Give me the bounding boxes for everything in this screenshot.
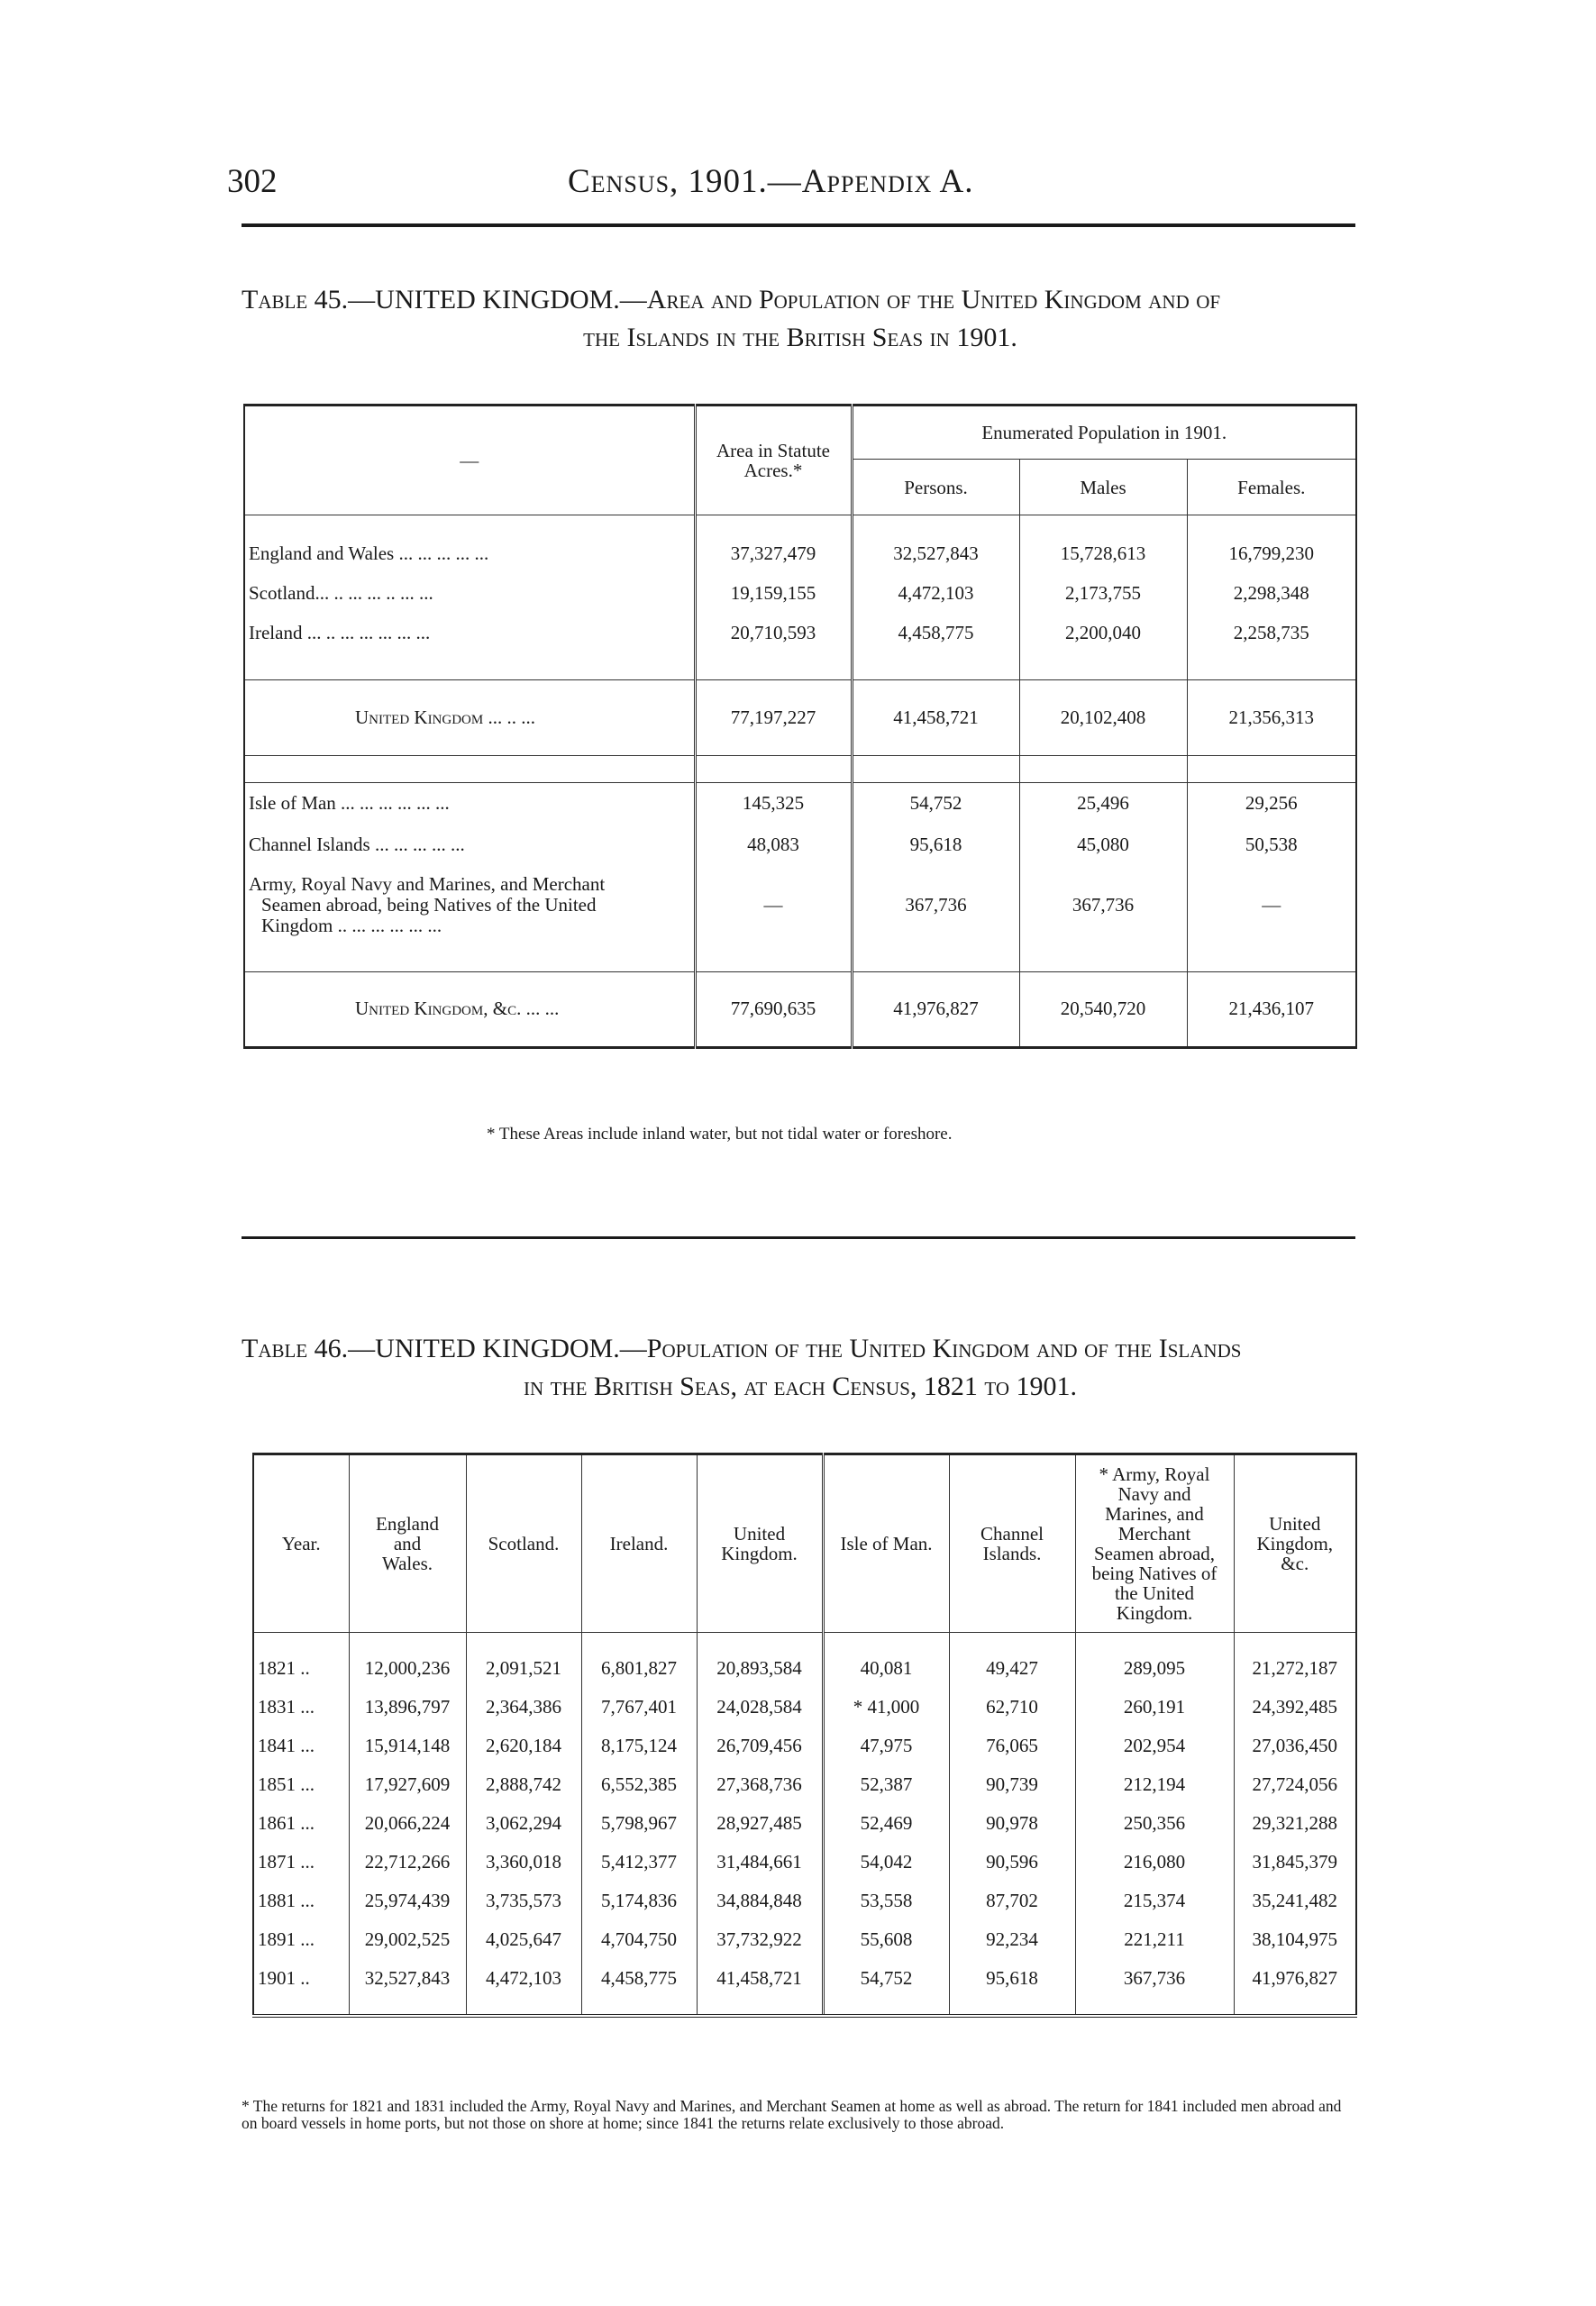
- army-cell: 250,356: [1075, 1804, 1234, 1843]
- army-cell: 260,191: [1075, 1688, 1234, 1727]
- army-label-line2: Seamen abroad, being Natives of the United: [261, 893, 597, 916]
- year-cell: 1891 ...: [258, 1928, 315, 1950]
- header-uk: United Kingdom.: [697, 1454, 823, 1633]
- uk-cell: 20,893,584: [697, 1649, 823, 1688]
- year-cell: 1901 ..: [258, 1967, 310, 1989]
- males-cell: 2,173,755: [1019, 573, 1187, 613]
- england-cell: 20,066,224: [349, 1804, 466, 1843]
- header-uk-etc: United Kingdom, &c.: [1234, 1454, 1356, 1633]
- england-cell: 12,000,236: [349, 1649, 466, 1688]
- persons-cell: 41,458,721: [852, 679, 1019, 755]
- persons-cell: 4,472,103: [852, 573, 1019, 613]
- females-cell: 50,538: [1187, 824, 1356, 865]
- uk-cell: 34,884,848: [697, 1882, 823, 1920]
- army-cell: 202,954: [1075, 1727, 1234, 1765]
- males-cell: 20,102,408: [1019, 679, 1187, 755]
- scotland-cell: 3,062,294: [466, 1804, 581, 1843]
- scotland-cell: 2,091,521: [466, 1649, 581, 1688]
- table46-title: [242, 1330, 1359, 1406]
- channel-cell: 92,234: [949, 1920, 1075, 1959]
- females-cell: 21,436,107: [1187, 971, 1356, 1047]
- females-cell: 2,258,735: [1187, 613, 1356, 652]
- uk-etc-cell: 27,036,450: [1234, 1727, 1356, 1765]
- males-cell: 45,080: [1019, 824, 1187, 865]
- header-year: Year.: [253, 1454, 349, 1633]
- females-cell: 21,356,313: [1187, 679, 1356, 755]
- uk-etc-cell: 31,845,379: [1234, 1843, 1356, 1882]
- uk-cell: 41,458,721: [697, 1959, 823, 1998]
- table46-row: [253, 1727, 1356, 1765]
- header-england: England and Wales.: [349, 1454, 466, 1633]
- area-cell: 77,197,227: [695, 679, 852, 755]
- persons-cell: 367,736: [852, 865, 1019, 944]
- year-cell: 1851 ...: [258, 1773, 315, 1795]
- isle-of-man-cell: 54,752: [823, 1959, 949, 1998]
- england-cell: 17,927,609: [349, 1765, 466, 1804]
- area-cell: —: [695, 865, 852, 944]
- persons-cell: 54,752: [852, 782, 1019, 824]
- scotland-cell: 3,360,018: [466, 1843, 581, 1882]
- females-cell: 29,256: [1187, 782, 1356, 824]
- table46-body: [253, 1649, 1356, 1998]
- table46-row: [253, 1920, 1356, 1959]
- ireland-cell: 5,174,836: [581, 1882, 697, 1920]
- scotland-cell: 4,472,103: [466, 1959, 581, 1998]
- scotland-cell: 3,735,573: [466, 1882, 581, 1920]
- uk-etc-cell: 24,392,485: [1234, 1688, 1356, 1727]
- scotland-cell: 2,888,742: [466, 1765, 581, 1804]
- area-cell: 77,690,635: [695, 971, 852, 1047]
- table46-row: [253, 1882, 1356, 1920]
- uk-etc-cell: 35,241,482: [1234, 1882, 1356, 1920]
- females-cell: 2,298,348: [1187, 573, 1356, 613]
- uk-etc-cell: 29,321,288: [1234, 1804, 1356, 1843]
- uk-etc-cell: 38,104,975: [1234, 1920, 1356, 1959]
- area-cell: 19,159,155: [695, 573, 852, 613]
- england-cell: 29,002,525: [349, 1920, 466, 1959]
- males-cell: 367,736: [1019, 865, 1187, 944]
- table46-row: [253, 1804, 1356, 1843]
- table45-footnote: * These Areas include inland water, but not tidal water or foreshore.: [487, 1125, 953, 1144]
- army-row-label: [244, 865, 695, 944]
- page-number: 302: [227, 163, 278, 200]
- year-cell: 1861 ...: [258, 1812, 315, 1834]
- table45-grand-total-row: [244, 971, 1356, 1047]
- table45-row: [244, 824, 1356, 865]
- area-cell: 20,710,593: [695, 613, 852, 652]
- table45: [243, 404, 1357, 1049]
- header-ireland: Ireland.: [581, 1454, 697, 1633]
- row-label: Ireland ... .. ... ... ... ... ...: [249, 621, 431, 643]
- uk-cell: 27,368,736: [697, 1765, 823, 1804]
- table46-row: [253, 1843, 1356, 1882]
- table45-title-line1: Table 45.—UNITED KINGDOM.—Area and Population of the United Kingdom and of: [242, 285, 1221, 314]
- england-cell: 25,974,439: [349, 1882, 466, 1920]
- ireland-cell: 6,801,827: [581, 1649, 697, 1688]
- channel-cell: 90,978: [949, 1804, 1075, 1843]
- isle-of-man-cell: 53,558: [823, 1882, 949, 1920]
- channel-cell: 49,427: [949, 1649, 1075, 1688]
- channel-cell: 90,739: [949, 1765, 1075, 1804]
- persons-cell: 32,527,843: [852, 533, 1019, 573]
- isle-of-man-cell: 52,469: [823, 1804, 949, 1843]
- ireland-cell: 5,798,967: [581, 1804, 697, 1843]
- uk-etc-cell: 21,272,187: [1234, 1649, 1356, 1688]
- ireland-cell: 4,704,750: [581, 1920, 697, 1959]
- table46-row: [253, 1649, 1356, 1688]
- table46-header-row: [253, 1454, 1356, 1633]
- row-label: England and Wales ... ... ... ... ...: [249, 542, 489, 564]
- table46-row: [253, 1765, 1356, 1804]
- row-label: Isle of Man ... ... ... ... ... ...: [249, 791, 450, 814]
- table45-title: [242, 281, 1359, 357]
- table46-title-line2: in the British Seas, at each Census, 1821 to 1901.: [524, 1372, 1077, 1401]
- persons-cell: 95,618: [852, 824, 1019, 865]
- uk-cell: 37,732,922: [697, 1920, 823, 1959]
- army-label-line1: Army, Royal Navy and Marines, and Merchant: [249, 872, 606, 895]
- isle-of-man-cell: 55,608: [823, 1920, 949, 1959]
- table45-row: [244, 573, 1356, 613]
- england-cell: 22,712,266: [349, 1843, 466, 1882]
- females-cell: 16,799,230: [1187, 533, 1356, 573]
- ireland-cell: 6,552,385: [581, 1765, 697, 1804]
- england-cell: 15,914,148: [349, 1727, 466, 1765]
- channel-cell: 76,065: [949, 1727, 1075, 1765]
- scotland-cell: 2,620,184: [466, 1727, 581, 1765]
- england-cell: 13,896,797: [349, 1688, 466, 1727]
- table45-row: [244, 533, 1356, 573]
- running-head: Census, 1901.—Appendix A.: [568, 163, 974, 200]
- channel-cell: 87,702: [949, 1882, 1075, 1920]
- header-rule: [242, 223, 1355, 227]
- year-cell: 1881 ...: [258, 1890, 315, 1911]
- uk-cell: 26,709,456: [697, 1727, 823, 1765]
- table45-header-area: Area in Statute Acres.*: [695, 406, 852, 515]
- year-cell: 1821 ..: [258, 1657, 310, 1679]
- scotland-cell: 2,364,386: [466, 1688, 581, 1727]
- isle-of-man-cell: * 41,000: [823, 1688, 949, 1727]
- table46-title-line1: Table 46.—UNITED KINGDOM.—Population of the United Kingdom and of the Islands: [242, 1334, 1242, 1363]
- year-cell: 1831 ...: [258, 1696, 315, 1718]
- army-cell: 221,211: [1075, 1920, 1234, 1959]
- table45-header-enumerated: Enumerated Population in 1901.: [852, 406, 1356, 460]
- row-label: United Kingdom, &c. ... ...: [355, 998, 560, 1019]
- table45-uk-total-row: [244, 679, 1356, 755]
- persons-cell: 41,976,827: [852, 971, 1019, 1047]
- ireland-cell: 5,412,377: [581, 1843, 697, 1882]
- isle-of-man-cell: 52,387: [823, 1765, 949, 1804]
- table45-title-line2: the Islands in the British Seas in 1901.: [583, 323, 1017, 352]
- table45-row: [244, 613, 1356, 652]
- ireland-cell: 8,175,124: [581, 1727, 697, 1765]
- uk-cell: 31,484,661: [697, 1843, 823, 1882]
- england-cell: 32,527,843: [349, 1959, 466, 1998]
- army-cell: 212,194: [1075, 1765, 1234, 1804]
- header-isle-of-man: Isle of Man.: [823, 1454, 949, 1633]
- area-cell: 37,327,479: [695, 533, 852, 573]
- table45-header-males: Males: [1019, 460, 1187, 515]
- row-label: United Kingdom ... .. ...: [355, 706, 535, 728]
- row-label: Channel Islands ... ... ... ... ...: [249, 833, 465, 855]
- area-cell: 145,325: [695, 782, 852, 824]
- persons-cell: 4,458,775: [852, 613, 1019, 652]
- scotland-cell: 4,025,647: [466, 1920, 581, 1959]
- isle-of-man-cell: 40,081: [823, 1649, 949, 1688]
- army-cell: 367,736: [1075, 1959, 1234, 1998]
- army-label-line3: Kingdom .. ... ... ... ... ...: [261, 914, 442, 936]
- table45-header-dash: —: [244, 406, 695, 515]
- header-army: * Army, Royal Navy and Marines, and Merchant Seamen abroad, being Natives of the United Kingdom.: [1075, 1454, 1234, 1633]
- isle-of-man-cell: 47,975: [823, 1727, 949, 1765]
- area-cell: 48,083: [695, 824, 852, 865]
- ireland-cell: 7,767,401: [581, 1688, 697, 1727]
- table46-footnote: * The returns for 1821 and 1831 included the Army, Royal Navy and Marines, and Merchant Seamen at home as well as abroad. The return for 1841 included men abroad and on board vessels in home ports, but not those on shore at home; since 1841 the returns relate exclusively to those abroad.: [242, 2097, 1342, 2132]
- males-cell: 2,200,040: [1019, 613, 1187, 652]
- table46-row: [253, 1959, 1356, 1998]
- year-cell: 1841 ...: [258, 1735, 315, 1756]
- uk-etc-cell: 41,976,827: [1234, 1959, 1356, 1998]
- header-channel: Channel Islands.: [949, 1454, 1075, 1633]
- table46: [252, 1453, 1357, 2018]
- table45-row: [244, 782, 1356, 824]
- table45-army-row: [244, 865, 1356, 944]
- males-cell: 15,728,613: [1019, 533, 1187, 573]
- header-scotland: Scotland.: [466, 1454, 581, 1633]
- males-cell: 20,540,720: [1019, 971, 1187, 1047]
- channel-cell: 62,710: [949, 1688, 1075, 1727]
- ireland-cell: 4,458,775: [581, 1959, 697, 1998]
- females-cell: —: [1187, 865, 1356, 944]
- army-cell: 215,374: [1075, 1882, 1234, 1920]
- army-cell: 216,080: [1075, 1843, 1234, 1882]
- row-label: Scotland... .. ... ... .. ... ...: [249, 581, 433, 604]
- isle-of-man-cell: 54,042: [823, 1843, 949, 1882]
- uk-cell: 24,028,584: [697, 1688, 823, 1727]
- uk-cell: 28,927,485: [697, 1804, 823, 1843]
- channel-cell: 95,618: [949, 1959, 1075, 1998]
- uk-etc-cell: 27,724,056: [1234, 1765, 1356, 1804]
- year-cell: 1871 ...: [258, 1851, 315, 1873]
- army-cell: 289,095: [1075, 1649, 1234, 1688]
- table45-header-females: Females.: [1187, 460, 1356, 515]
- section-rule: [242, 1236, 1355, 1239]
- channel-cell: 90,596: [949, 1843, 1075, 1882]
- males-cell: 25,496: [1019, 782, 1187, 824]
- table45-header-persons: Persons.: [852, 460, 1019, 515]
- table46-row: [253, 1688, 1356, 1727]
